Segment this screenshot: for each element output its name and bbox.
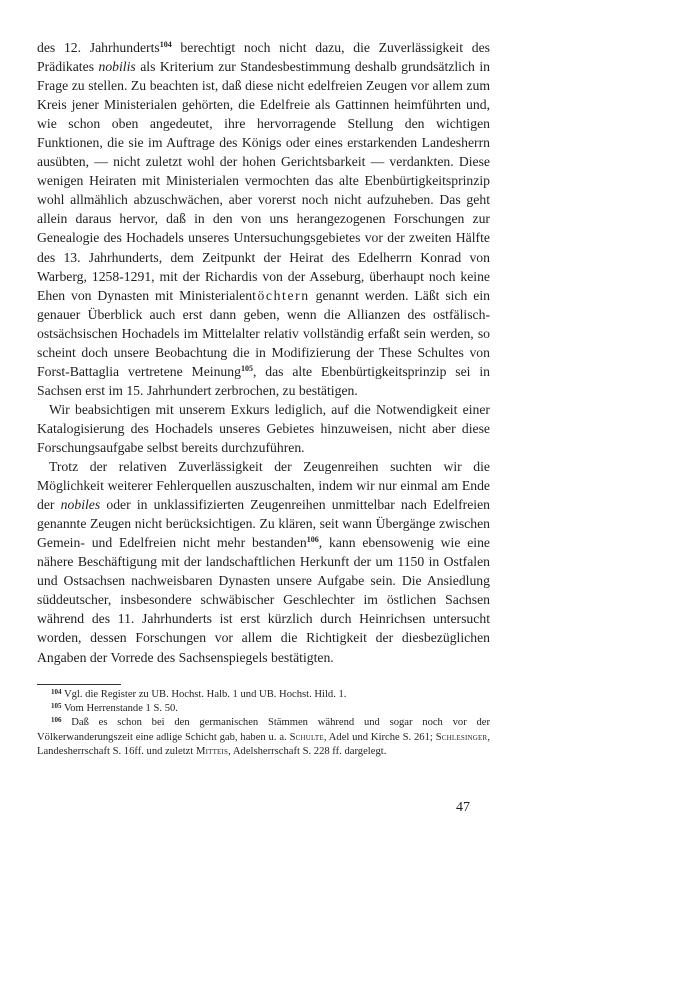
text-run: des 12. Jahrhunderts bbox=[37, 40, 160, 55]
footnote-ref-104: 104 bbox=[159, 40, 172, 49]
footnote-106 bbox=[37, 716, 490, 759]
footnote-ref-105: 105 bbox=[240, 363, 253, 373]
paragraph-2: Wir beabsichtigen mit unserem Exkurs lediglich, auf die Notwendigkeit einer Katalogisierung des Hochadels unseres Gebietes hinzuweisen, nicht aber diese Forschungsaufgabe selbst bereits durchzuführen. bbox=[37, 401, 490, 455]
author-name: Mitteis bbox=[195, 745, 229, 757]
footnote-rule bbox=[37, 684, 121, 685]
page-number: 47 bbox=[456, 800, 470, 815]
paragraph-3 bbox=[37, 457, 490, 667]
text-run: , das alte Ebenbürtigkeitsprinzip sei in Sachsen erst im 15. Jahrhundert zerbrochen, zu bestätigen. bbox=[37, 363, 490, 398]
paragraph-1 bbox=[37, 38, 490, 400]
footnote-text: Vgl. die Register zu UB. Hochst. Halb. 1 und UB. Hochst. Hild. 1. bbox=[63, 689, 347, 700]
footnotes bbox=[37, 688, 490, 759]
footnote-text: Daß es schon bei den germanischen Stämmen während und sogar noch vor der Völkerwanderungszeit eine adlige Schicht gab, haben u. a. bbox=[37, 717, 490, 743]
body-text bbox=[37, 38, 490, 667]
text-run: genannt werden. Läßt sich ein genauer Überblick auch erst dann geben, wenn die Allianzen des ostfälisch-ostsächsischen Hochadels im Mittelalter relativ vollständig erfaßt sein werden, so scheint doch unsere Beobachtung die in Modifizierung der These Schultes von Forst-Battaglia vertretene Meinung bbox=[37, 287, 490, 379]
spaced-word: töchtern bbox=[252, 287, 310, 303]
text-run: Trotz der relativen Zuverlässigkeit der Zeugenreihen suchten wir die Möglichkeit weiterer Fehlerquellen auszuschalten, indem wir nur einmal am Ende der bbox=[37, 459, 490, 513]
footnote-text: , Adelsherrschaft S. 228 ff. dargelegt. bbox=[228, 745, 387, 757]
text-run: berechtigt noch nicht dazu, die Zuverlässigkeit des Prädikates bbox=[37, 40, 490, 75]
footnote-text: , Adel und Kirche S. 261; bbox=[323, 731, 436, 743]
text-run: , kann ebensowenig wie eine nähere Beschäftigung mit der landschaftlichen Herkunft der um 1150 in Ostfalen und Ostsachsen nachweisbaren Dynasten unsere Aufgabe sein. Die Ansiedlung süddeutscher, insbesondere schwäbischer Geschlechter im östlichen Sachsen während des 11. Jahrhunderts ist erst kürzlich durch Heinrichsen untersucht worden, dessen Forschungen vor allem die Richtigkeit der diesbezüglichen Angaben der Vorrede des Sachsenspiegels bestätigten. bbox=[37, 535, 490, 665]
footnote-105 bbox=[37, 702, 490, 716]
text-run: als Kriterium zur Standesbestimmung deshalb grundsätzlich in Frage zu stellen. Zu beachten ist, daß diese nicht edelfreien Zeugen vor allem zum Kreis jener Ministerialen gehörten, die Edelfreie als Gattinnen heimführten und, wie schon oben angedeutet, ihre hervorragende Stellung den wichtigen Funktionen, die sie im Auftrage des Königs oder eines erstarkenden Landesherrn ausübten, — nicht zuletzt wohl der hohen Gerichtsbarkeit — verdankten. Diese wenigen Heiraten mit Ministerialen vermochten das alte Ebenbürtigkeitsprinzip wohl allmählich abzuschwächen, aber vorerst noch nicht aufzuheben. Das geht allein daraus hervor, daß in den von uns herangezogenen Forschungen zur Genealogie des Hochadels unseres Untersuchungsgebietes vor der zweiten Hälfte des 13. Jahrhunderts, dem Zeitpunkt der Heirat des Edelherrn Konrad von Warberg, 1258-1291, mit der Richardis von der Asseburg, überhaupt noch keine Ehen von Dynasten mit Ministerialen bbox=[37, 59, 490, 303]
author-name: Schulte bbox=[289, 731, 324, 743]
footnote-number: 105 bbox=[51, 702, 62, 711]
footnote-text: , Landesherrschaft S. 16ff. und zuletzt bbox=[37, 731, 490, 757]
footnote-104 bbox=[37, 688, 490, 702]
author-name: Schlesinger bbox=[435, 731, 488, 743]
footnote-ref-106: 106 bbox=[306, 535, 319, 545]
footnote-number: 104 bbox=[51, 688, 62, 696]
footnote-number: 106 bbox=[51, 716, 62, 725]
footnote-text: Vom Herrenstande 1 S. 50. bbox=[63, 703, 178, 715]
text-run: oder in unklassifizierten Zeugenreihen unmittelbar nach Edelfreien genannte Zeugen nicht berücksichtigen. Zu klären, seit wann Übergänge zwischen Gemein- und Edelfreien nicht mehr bestanden bbox=[37, 497, 490, 551]
italic-term: nobiles bbox=[60, 497, 101, 513]
italic-term: nobilis bbox=[98, 59, 136, 75]
